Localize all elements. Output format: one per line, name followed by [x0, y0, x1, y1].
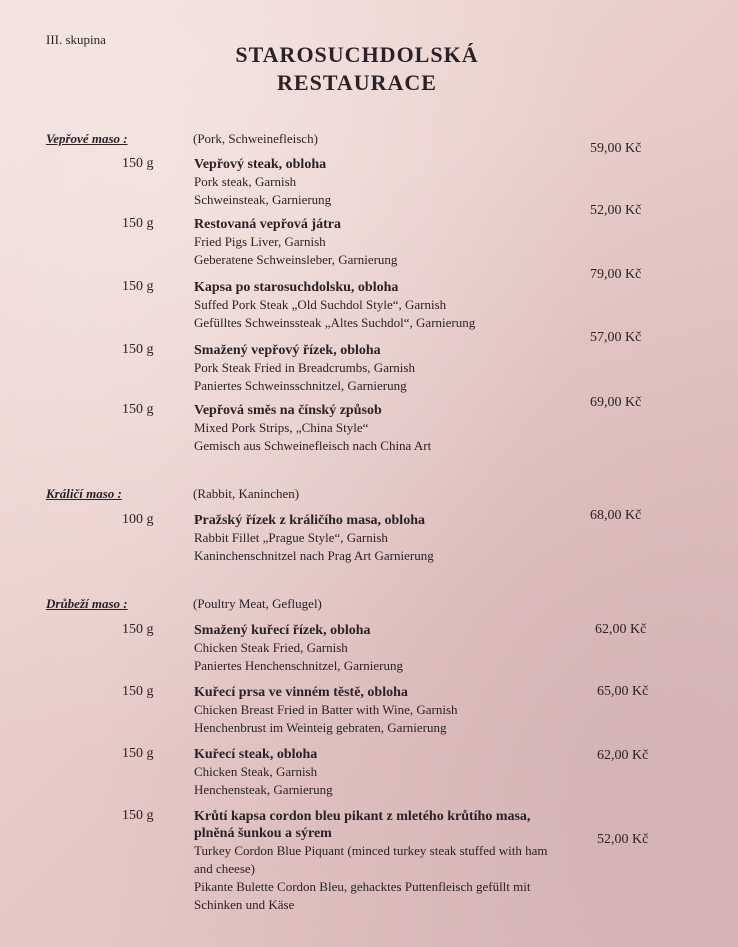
- item-weight: 100 g: [122, 512, 154, 527]
- item-price: 52,00 Kč: [597, 832, 649, 847]
- section-title: Drůbeží maso :: [46, 596, 128, 611]
- restaurant-title-line1: STAROSUCHDOLSKÁ: [235, 42, 479, 67]
- item-desc-en: Rabbit Fillet „Prague Style“, Garnish: [194, 530, 388, 545]
- item-weight: 150 g: [122, 279, 154, 294]
- item-price: 59,00 Kč: [590, 141, 642, 156]
- group-label: III. skupina: [46, 32, 106, 47]
- item-name: Kuřecí prsa ve vinném těstě, obloha: [194, 685, 408, 700]
- item-name: Kapsa po starosuchdolsku, obloha: [194, 280, 399, 295]
- item-weight: 150 g: [122, 342, 154, 357]
- item-weight: 150 g: [122, 622, 154, 637]
- item-name: Pražský řízek z králičího masa, obloha: [194, 513, 425, 528]
- item-weight: 150 g: [122, 156, 154, 171]
- item-desc-de: Schweinsteak, Garnierung: [194, 192, 332, 207]
- item-desc-en: Fried Pigs Liver, Garnish: [194, 234, 326, 249]
- item-price: 62,00 Kč: [597, 748, 649, 763]
- item-desc-de: Henchensteak, Garnierung: [194, 782, 333, 797]
- item-desc-en: Chicken Steak, Garnish: [194, 764, 318, 779]
- item-desc-de: Paniertes Schweinsschnitzel, Garnierung: [194, 378, 407, 393]
- item-price: 68,00 Kč: [590, 508, 642, 523]
- item-price: 69,00 Kč: [590, 395, 642, 410]
- item-price: 65,00 Kč: [597, 684, 649, 699]
- item-desc-de: Geberatene Schweinsleber, Garnierung: [194, 252, 398, 267]
- item-weight: 150 g: [122, 808, 154, 823]
- item-desc-en: Chicken Breast Fried in Batter with Wine, Garnish: [194, 702, 458, 717]
- item-desc-de: Kaninchenschnitzel nach Prag Art Garnierung: [194, 548, 434, 563]
- item-desc-en: Turkey Cordon Blue Piquant (minced turkey steak stuffed with ham and cheese): [194, 843, 548, 876]
- item-name: Smažený vepřový řízek, obloha: [194, 343, 381, 358]
- section-title: Králičí maso :: [46, 486, 122, 501]
- item-price: 52,00 Kč: [590, 203, 642, 218]
- item-weight: 150 g: [122, 402, 154, 417]
- item-desc-en: Suffed Pork Steak „Old Suchdol Style“, Garnish: [194, 297, 447, 312]
- section-translation: (Poultry Meat, Geflugel): [193, 596, 322, 611]
- item-desc-en: Mixed Pork Strips, „China Style“: [194, 420, 369, 435]
- item-weight: 150 g: [122, 746, 154, 761]
- item-weight: 150 g: [122, 684, 154, 699]
- item-desc-de: Pikante Bulette Cordon Bleu, gehacktes Puttenfleisch gefüllt mit Schinken und Käse: [194, 879, 531, 912]
- restaurant-title-line2: RESTAURACE: [277, 70, 437, 95]
- item-desc-en: Pork steak, Garnish: [194, 174, 297, 189]
- item-name: Vepřová směs na čínský způsob: [194, 403, 382, 418]
- section-translation: (Rabbit, Kaninchen): [193, 486, 300, 501]
- item-name: Smažený kuřecí řízek, obloha: [194, 623, 371, 638]
- item-desc-de: Paniertes Henchenschnitzel, Garnierung: [194, 658, 404, 673]
- item-name: Vepřový steak, obloha: [194, 157, 327, 172]
- section-title: Vepřové maso :: [46, 131, 128, 146]
- item-name: Krůtí kapsa cordon bleu pikant z mletého krůtího masa, plněná šunkou a sýrem: [194, 809, 531, 841]
- item-weight: 150 g: [122, 216, 154, 231]
- item-name: Kuřecí steak, obloha: [194, 747, 318, 762]
- item-desc-de: Gemisch aus Schweinefleisch nach China Art: [194, 438, 432, 453]
- item-name: Restovaná vepřová játra: [194, 217, 341, 232]
- item-desc-en: Pork Steak Fried in Breadcrumbs, Garnish: [194, 360, 415, 375]
- item-desc-de: Henchenbrust im Weinteig gebraten, Garnierung: [194, 720, 447, 735]
- section-translation: (Pork, Schweinefleisch): [193, 131, 318, 146]
- item-desc-en: Chicken Steak Fried, Garnish: [194, 640, 348, 655]
- item-price: 62,00 Kč: [595, 622, 647, 637]
- item-desc-de: Gefülltes Schweinssteak „Altes Suchdol“, Garnierung: [194, 315, 476, 330]
- item-price: 57,00 Kč: [590, 330, 642, 345]
- item-price: 79,00 Kč: [590, 267, 642, 282]
